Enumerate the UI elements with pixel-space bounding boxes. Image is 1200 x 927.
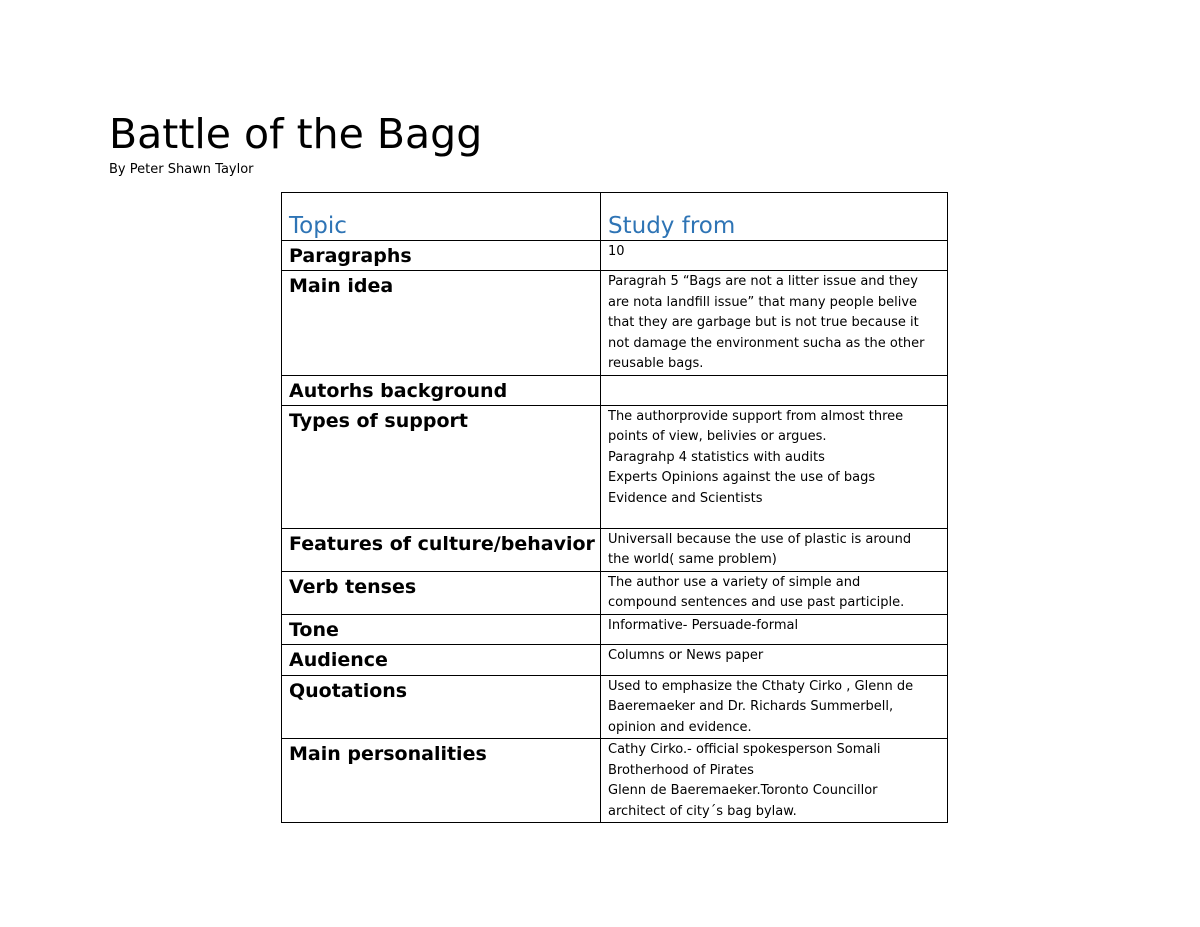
detail-line: Used to emphasize the Cthaty Cirko , Glenn de bbox=[608, 678, 914, 694]
detail-line: Informative- Persuade-formal bbox=[608, 617, 799, 633]
detail-line: Brotherhood of Pirates bbox=[608, 762, 754, 778]
study-table bbox=[281, 192, 948, 823]
detail-cell bbox=[601, 405, 948, 528]
detail-line: reusable bags. bbox=[608, 356, 704, 371]
table-row bbox=[282, 405, 948, 528]
detail-cell bbox=[601, 675, 948, 739]
topic-cell: Types of support bbox=[282, 405, 601, 528]
detail-line: Glenn de Baeremaeker.Toronto Councillor bbox=[608, 783, 878, 798]
detail-cell bbox=[601, 739, 948, 823]
detail-line: opinion and evidence. bbox=[608, 719, 752, 735]
detail-line: Paragrah 5 “Bags are not a litter issue and they bbox=[608, 274, 918, 289]
topic-cell: Verb tenses bbox=[282, 571, 601, 614]
detail-line: Evidence and Scientists bbox=[608, 490, 763, 506]
topic-cell: Paragraphs bbox=[282, 241, 601, 271]
detail-line: are nota landfill issue” that many people belive bbox=[608, 294, 918, 310]
detail-line: architect of city´s bag bylaw. bbox=[608, 803, 797, 819]
detail-line: Paragrahp 4 statistics with audits bbox=[608, 449, 825, 465]
table-row bbox=[282, 739, 948, 823]
detail-line: points of view, belivies or argues. bbox=[608, 429, 827, 444]
author-byline: By Peter Shawn Taylor bbox=[109, 162, 254, 177]
detail-cell bbox=[601, 528, 948, 571]
detail-line: Experts Opinions against the use of bags bbox=[608, 470, 876, 485]
topic-cell: Main idea bbox=[282, 271, 601, 376]
detail-cell bbox=[601, 271, 948, 376]
table-row bbox=[282, 614, 948, 644]
detail-line: Columns or News paper bbox=[608, 647, 764, 663]
topic-cell: Features of culture/behavior bbox=[282, 528, 601, 571]
detail-line: Universall because the use of plastic is around bbox=[608, 531, 912, 547]
topic-cell: Audience bbox=[282, 644, 601, 675]
detail-cell bbox=[601, 375, 948, 405]
header-study-from: Study from bbox=[601, 193, 948, 241]
detail-line: The authorprovide support from almost three bbox=[608, 408, 904, 424]
topic-cell: Tone bbox=[282, 614, 601, 644]
table-row bbox=[282, 271, 948, 376]
table-row bbox=[282, 241, 948, 271]
table-header-row bbox=[282, 193, 948, 241]
detail-line: that they are garbage but is not true because it bbox=[608, 315, 919, 330]
detail-line: compound sentences and use past participle. bbox=[608, 595, 905, 610]
topic-cell: Main personalities bbox=[282, 739, 601, 823]
detail-cell bbox=[601, 644, 948, 675]
table-row bbox=[282, 644, 948, 675]
detail-line: Baeremaeker and Dr. Richards Summerbell, bbox=[608, 699, 894, 714]
detail-line: the world( same problem) bbox=[608, 552, 777, 567]
detail-line: Cathy Cirko.- official spokesperson Somali bbox=[608, 742, 881, 757]
topic-cell: Quotations bbox=[282, 675, 601, 739]
table-row bbox=[282, 571, 948, 614]
detail-cell bbox=[601, 241, 948, 271]
table-row bbox=[282, 675, 948, 739]
document-title: Battle of the Bagg bbox=[109, 110, 483, 158]
detail-line: The author use a variety of simple and bbox=[608, 574, 861, 590]
detail-line: not damage the environment sucha as the other bbox=[608, 335, 925, 351]
header-topic: Topic bbox=[282, 193, 601, 241]
topic-cell: Autorhs background bbox=[282, 375, 601, 405]
detail-cell bbox=[601, 571, 948, 614]
table-row bbox=[282, 528, 948, 571]
detail-cell bbox=[601, 614, 948, 644]
detail-line: 10 bbox=[608, 244, 625, 259]
table-row bbox=[282, 375, 948, 405]
